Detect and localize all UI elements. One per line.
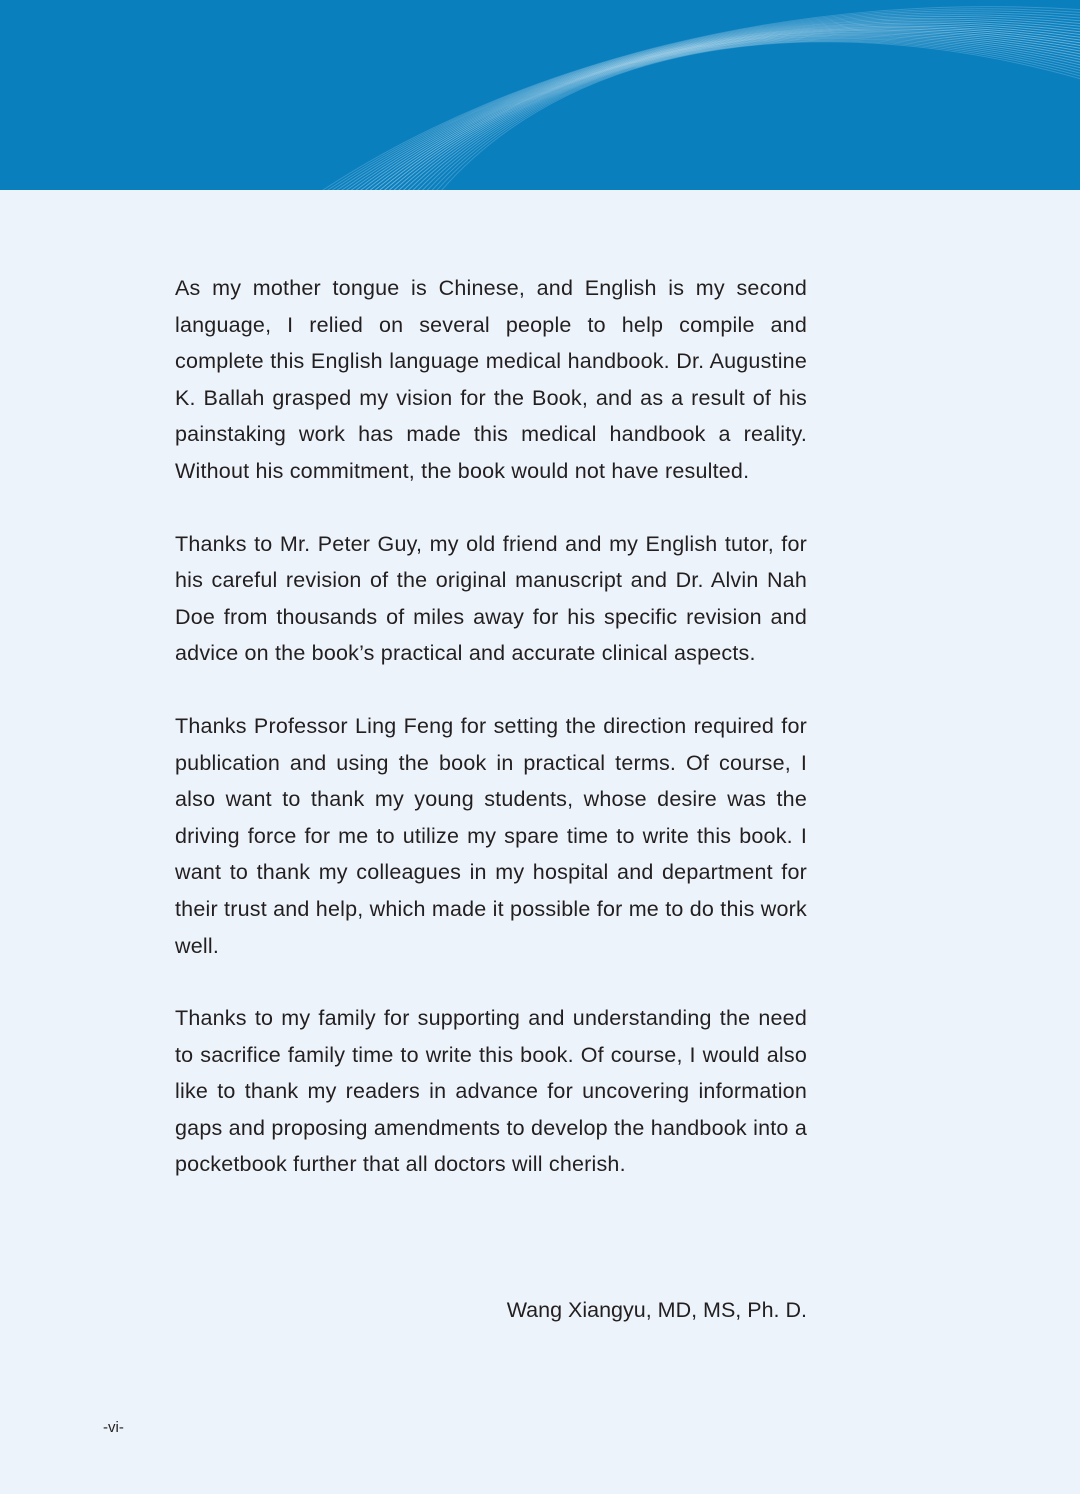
author-signature: Wang Xiangyu, MD, MS, Ph. D. [506,1298,807,1322]
wave-line [421,38,1080,190]
paragraph-3: Thanks Professor Ling Feng for setting the direction required for publication and using the book in practical terms. Of course, I also want to thank my young students, whose desire was the driving force for me to utilize my spare time to write this book. I want to thank my colleagues in my hospital and department for their trust and help, which made it possible for me to do this work well. [175,713,807,958]
acknowledgement-text [175,270,807,1219]
wave-line [397,33,1080,190]
wave-line [435,41,1080,190]
wave-line [426,39,1080,190]
header-band [0,0,1080,190]
page-number: -vi- [103,1419,124,1436]
wave-line [440,42,1080,190]
wave-lines-decoration [0,0,1080,190]
paragraph-2: Thanks to Mr. Peter Guy, my old friend and my English tutor, for his careful revision of the original manuscript and Dr. Alvin Nah Doe from thousands of miles away for his specific revision and advice on the book’s practical and accurate clinical aspects. [175,531,807,666]
paragraph-1: As my mother tongue is Chinese, and English is my second language, I relied on several people to help compile and complete this English language medical handbook. Dr. Augustine K. Ballah grasped my vision for the Book, and as a result of his painstaking work has made this medical handbook a reality. Without his commitment, the book would not have resulted. [175,276,807,483]
paragraph-4: Thanks to my family for supporting and understanding the need to sacrifice family time to write this book. Of course, I would also like to thank my readers in advance for uncovering information gaps and proposing amendments to develop the handbook into a pocketbook further that all doctors will cherish. [175,1006,807,1177]
